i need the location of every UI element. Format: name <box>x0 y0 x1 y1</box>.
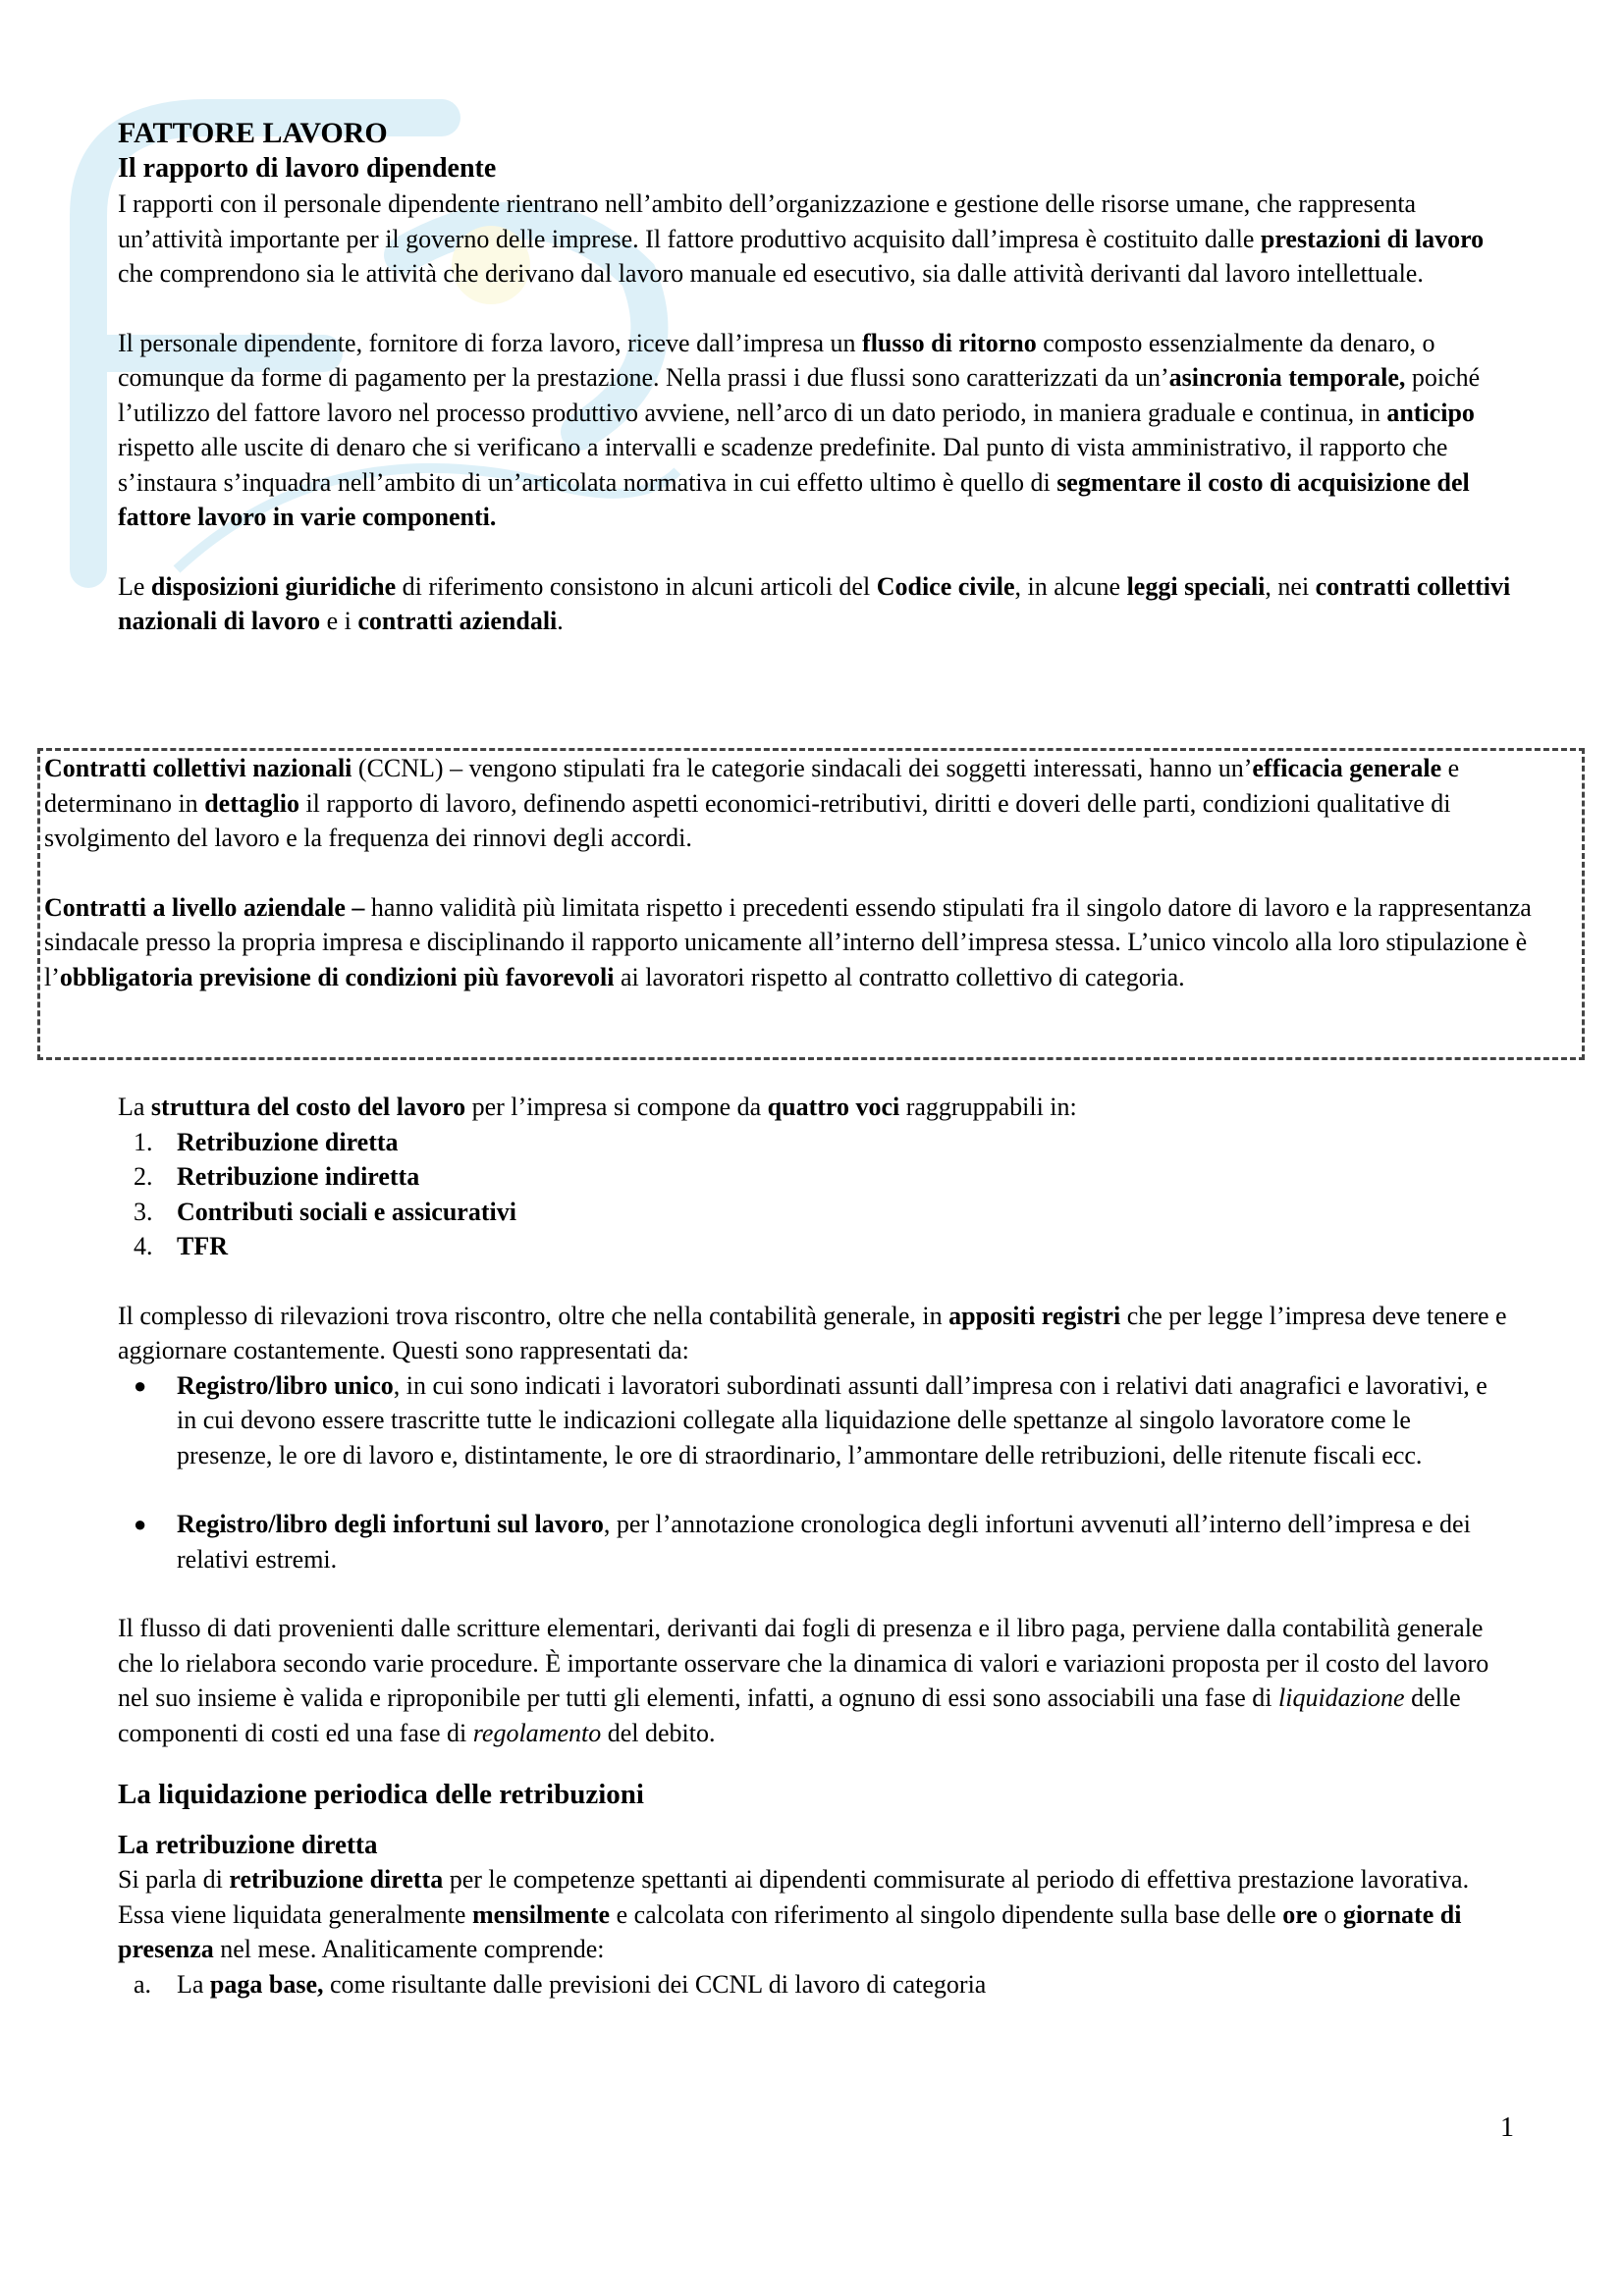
document-body <box>118 116 1512 639</box>
document-body-continued <box>118 1090 1512 2002</box>
paragraph-registri: Il complesso di rilevazioni trova riscontro, oltre che nella contabilità generale, in appositi registri che per legge l’impresa deve tenere e aggiornare costantemente. Questi sono rappresentati da: <box>118 1301 1507 1364</box>
page-number: 1 <box>1500 2112 1514 2143</box>
paragraph-contratti-aziendali: Contratti a livello aziendale – hanno validità più limitata rispetto i precedenti essendo stipulati fra il singolo datore di lavoro e la rappresentanza sindacale presso la propria impresa e disciplinando il rapporto unicamente all’interno dell’impresa stessa. L’unico vincolo alla loro stipulazione è l’obbligatoria previsione di condizioni più favorevoli ai lavoratori rispetto al contratto collettivo di categoria. <box>44 892 1532 991</box>
section-title: La liquidazione periodica delle retribuzioni <box>118 1779 644 1810</box>
paragraph-flusso-ritorno: Il personale dipendente, fornitore di forza lavoro, riceve dall’impresa un flusso di ritorno composto essenzialmente da denaro, o comunque da forme di pagamento per la prestazione. Nella prassi i due flussi sono caratterizzati da un’asincronia temporale, poiché l’utilizzo del fattore lavoro nel processo produttivo avviene, nell’arco di un dato periodo, in maniera graduale e continua, in anticipo rispetto alle uscite di denaro che si verificano a intervalli e scadenze predefinite. Dal punto di vista amministrativo, il rapporto che s’instaura s’inquadra nell’ambito di un’articolata normativa in cui effetto ultimo è quello di segmentare il costo di acquisizione del fattore lavoro in varie componenti. <box>118 328 1481 531</box>
retribuzione-list <box>118 1967 1512 2002</box>
list-item: 3. Contributi sociali e assicurativi <box>134 1197 516 1226</box>
list-item: 1. Retribuzione diretta <box>134 1127 399 1156</box>
paragraph-disposizioni: Le disposizioni giuridiche di riferimento consistono in alcuni articoli del Codice civile, in alcune leggi speciali, nei contratti collettivi nazionali di lavoro e i contratti aziendali. <box>118 571 1511 635</box>
list-item: 4. TFR <box>134 1232 228 1260</box>
paragraph-intro: I rapporti con il personale dipendente rientrano nell’ambito dell’organizzazione e gestione delle risorse umane, che rappresenta un’attività importante per il governo delle imprese. Il fattore produttivo acquisito dall’impresa è costituito dalle prestazioni di lavoro che comprendono sia le attività che derivano dal lavoro manuale ed esecutivo, sia dalle attività derivanti dal lavoro intellettuale. <box>118 189 1485 288</box>
list-item: ● Registro/libro degli infortuni sul lavoro, per l’annotazione cronologica degli infortuni avvenuti all’interno dell’impresa e dei relativi estremi. <box>118 1507 1512 1576</box>
costo-lavoro-list <box>118 1125 1512 1264</box>
list-item: 2. Retribuzione indiretta <box>134 1162 420 1191</box>
paragraph-ccnl: Contratti collettivi nazionali (CCNL) – vengono stipulati fra le categorie sindacali dei soggetti interessati, hanno un’efficacia generale e determinano in dettaglio il rapporto di lavoro, definendo aspetti economici-retributivi, diritti e doveri delle parti, condizioni qualitative di svolgimento del lavoro e la frequenza dei rinnovi degli accordi. <box>44 754 1460 852</box>
paragraph-flusso-dati: Il flusso di dati provenienti dalle scritture elementari, derivanti dai fogli di presenza e il libro paga, perviene dalla contabilità generale che lo rielabora secondo varie procedure. È importante osservare che la dinamica di valori e variazioni proposta per il costo del lavoro nel suo insieme è valida e riproponibile per tutti gli elementi, infatti, a ognuno di essi sono associabili una fase di liquidazione delle componenti di costi ed una fase di regolamento del debito. <box>118 1614 1489 1747</box>
paragraph-struttura: La struttura del costo del lavoro per l’impresa si compone da quattro voci raggruppabili in: <box>118 1093 1077 1121</box>
list-item: a. La paga base, come risultante dalle previsioni dei CCNL di lavoro di categoria <box>134 1969 987 1999</box>
bullet-icon: ● <box>134 1512 147 1536</box>
registri-list <box>118 1368 1512 1577</box>
subsection-title: La retribuzione diretta <box>118 1830 378 1859</box>
bullet-icon: ● <box>134 1372 147 1398</box>
document-subtitle: Il rapporto di lavoro dipendente <box>118 153 497 184</box>
contratti-box <box>37 748 1585 1060</box>
document-title: FATTORE LAVORO <box>118 117 388 149</box>
list-item: ● Registro/libro unico, in cui sono indicati i lavoratori subordinati assunti dall’impresa con i relativi dati anagrafici e lavorativi, e in cui devono essere trascritte tutte le indicazioni collegate alla liquidazione delle spettanze al singolo lavoratore come le presenze, le ore di lavoro e, distintamente, le ore di straordinario, l’ammontare delle retribuzioni, delle ritenute fiscali ecc. <box>118 1368 1512 1473</box>
paragraph-retribuzione-diretta: Si parla di retribuzione diretta per le competenze spettanti ai dipendenti commisurate al periodo di effettiva prestazione lavorativa. Essa viene liquidata generalmente mensilmente e calcolata con riferimento al singolo dipendente sulla base delle ore o giornate di presenza nel mese. Analiticamente comprende: <box>118 1865 1470 1963</box>
